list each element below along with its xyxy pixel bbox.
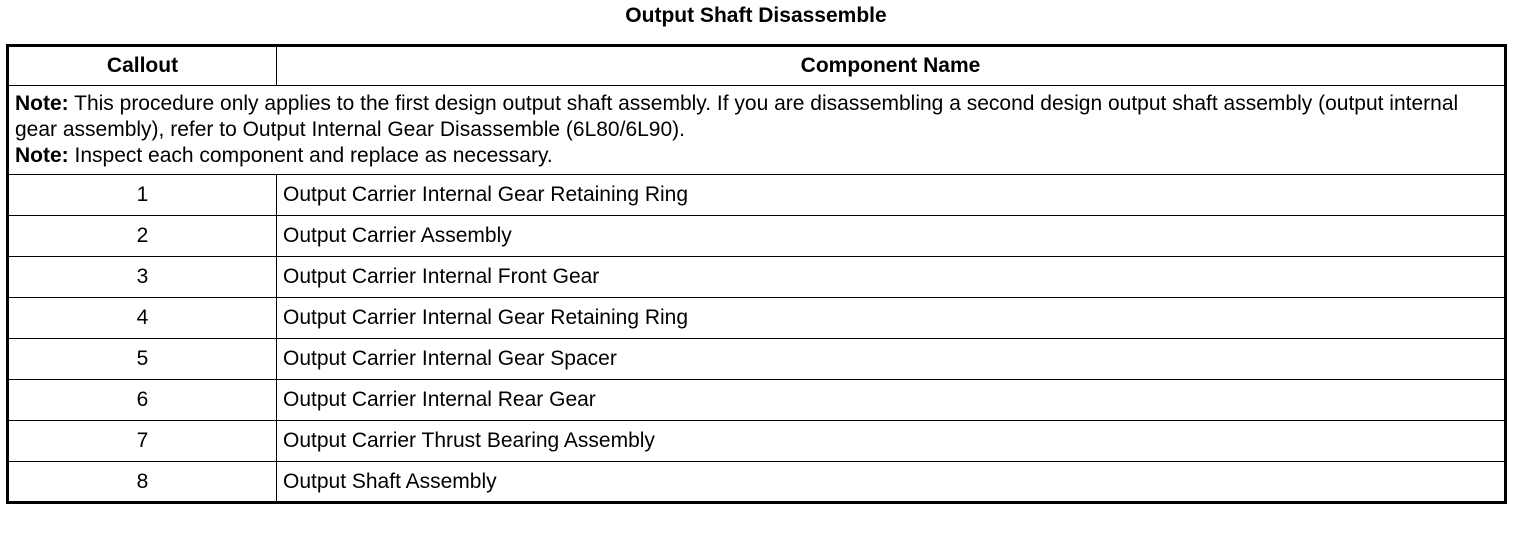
callout-column-header: Callout — [8, 46, 277, 86]
note-1 — [15, 91, 1498, 143]
callout-cell: 6 — [8, 380, 277, 421]
component-name-cell: Output Carrier Internal Gear Retaining Ring — [277, 175, 1506, 216]
notes-row — [8, 86, 1506, 175]
callout-cell: 3 — [8, 257, 277, 298]
component-name-cell: Output Shaft Assembly — [277, 462, 1506, 503]
callout-cell: 4 — [8, 298, 277, 339]
table-header-row — [8, 46, 1506, 86]
table-row — [8, 216, 1506, 257]
component-name-cell: Output Carrier Thrust Bearing Assembly — [277, 421, 1506, 462]
table-row — [8, 462, 1506, 503]
note-2-text: Inspect each component and replace as necessary. — [68, 144, 553, 167]
table-row — [8, 380, 1506, 421]
table-row — [8, 339, 1506, 380]
note-2 — [15, 143, 1498, 169]
component-table — [6, 44, 1507, 504]
page-title: Output Shaft Disassemble — [625, 4, 887, 27]
component-name-cell: Output Carrier Internal Gear Retaining Ring — [277, 298, 1506, 339]
callout-cell: 5 — [8, 339, 277, 380]
table-row — [8, 257, 1506, 298]
note-1-text: This procedure only applies to the first design output shaft assembly. If you are disassembling a second design output shaft assembly (output internal gear assembly), refer to Output Internal Gear Disassemble (6L80/6L90). — [15, 92, 1459, 141]
callout-cell: 1 — [8, 175, 277, 216]
notes-cell — [8, 86, 1506, 175]
table-row — [8, 175, 1506, 216]
component-name-cell: Output Carrier Internal Rear Gear — [277, 380, 1506, 421]
note-2-label: Note: — [15, 144, 69, 167]
component-name-cell: Output Carrier Assembly — [277, 216, 1506, 257]
table-row — [8, 421, 1506, 462]
component-name-cell: Output Carrier Internal Front Gear — [277, 257, 1506, 298]
note-1-label: Note: — [15, 92, 69, 115]
callout-cell: 8 — [8, 462, 277, 503]
callout-cell: 7 — [8, 421, 277, 462]
callout-cell: 2 — [8, 216, 277, 257]
table-row — [8, 298, 1506, 339]
component-name-column-header: Component Name — [277, 46, 1506, 86]
component-name-cell: Output Carrier Internal Gear Spacer — [277, 339, 1506, 380]
